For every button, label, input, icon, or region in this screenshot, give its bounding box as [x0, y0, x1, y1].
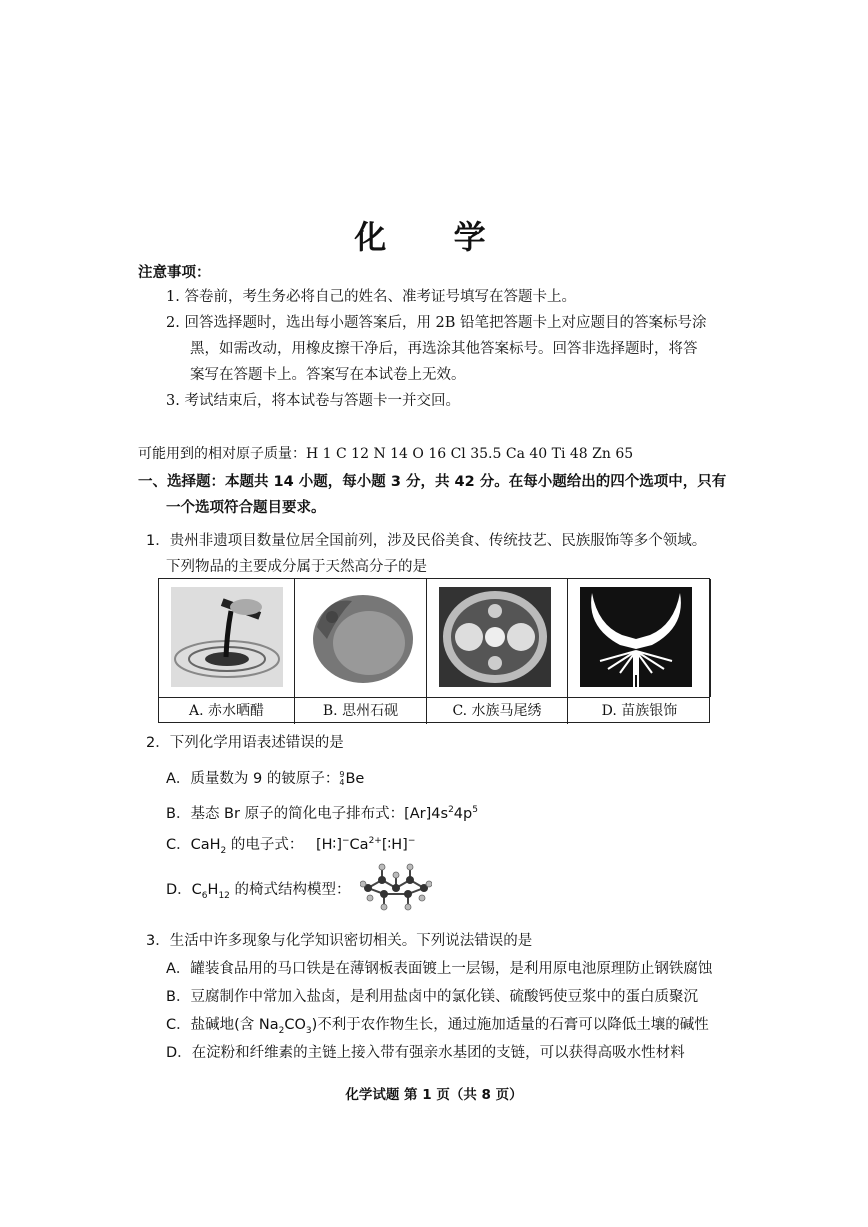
q2-d-rest: 的椅式结构模型：: [229, 882, 351, 898]
q3-option-c: [166, 1013, 709, 1036]
page-title: 化 学: [354, 218, 514, 256]
q2-option-d: [166, 878, 351, 901]
option-b-cell: [295, 579, 427, 697]
option-d-cell: [568, 579, 711, 697]
notice-item-2-cont: 黑，如需改动，用橡皮擦干净后，再选涂其他答案标号。回答非选择题时，将答: [190, 341, 698, 357]
atomic-number: 4: [339, 778, 345, 787]
q2-d-sub1: 6: [201, 890, 208, 901]
q3-c-sub1: 2: [278, 1025, 285, 1036]
embroidery-photo: [439, 587, 551, 687]
notice-item-2-cont2: 案写在答题卡上。答案写在本试卷上无效。: [190, 367, 466, 383]
q1-line2: 下列物品的主要成分属于天然高分子的是: [166, 559, 427, 575]
q2-stem: 2．下列化学用语表述错误的是: [146, 735, 344, 751]
charge-2plus: 2+: [368, 836, 382, 847]
notice-item-2: 2. 回答选择题时，选出每小题答案后，用 2B 铅笔把答题卡上对应题目的答案标号涂: [166, 315, 707, 331]
chair-conformation-model: [360, 862, 432, 912]
q2-option-a: [166, 767, 364, 788]
q3-option-b: B．豆腐制作中常加入盐卤，是利用盐卤中的氯化镁、硫酸钙使豆浆中的蛋白质聚沉: [166, 989, 698, 1005]
option-c-cell: [427, 579, 568, 697]
atomic-masses: 可能用到的相对原子质量：H 1 C 12 N 14 O 16 Cl 35.5 Ca 40 Ti 48 Zn 65: [138, 446, 634, 462]
q2-d-sub2: 12: [218, 890, 230, 901]
option-c-label: C. 水族马尾绣: [427, 698, 568, 724]
charge-minus-2: −: [407, 836, 416, 847]
q3-option-d: D．在淀粉和纤维素的主链上接入带有强亲水基团的支链，可以获得高吸水性材料: [166, 1045, 685, 1061]
q2-option-b: [166, 802, 478, 823]
q2-option-c: [166, 833, 415, 856]
option-b-label: B. 思州石砚: [295, 698, 427, 724]
page-footer: 化学试题 第 1 页（共 8 页）: [345, 1087, 523, 1103]
q2-c-sub: 2: [220, 845, 227, 856]
option-caption-row: [159, 697, 709, 724]
electron-formula-h1: [H∶]: [316, 837, 342, 853]
q3-c-pre: C．盐碱地(含 Na: [166, 1017, 279, 1033]
vinegar-photo: [171, 587, 283, 687]
q2-b-sup1: 2: [448, 805, 454, 816]
q2-b-mid: 4p: [453, 806, 473, 822]
q2-b-text: B．基态 Br 原子的简化电子排布式：[Ar]4s: [166, 806, 449, 822]
q2-c-text: C．CaH: [166, 837, 221, 853]
element-symbol: Be: [345, 771, 365, 787]
inkstone-photo: [307, 587, 419, 687]
q2-b-sup2: 5: [472, 805, 478, 816]
section1-line2: 一个选项符合题目要求。: [166, 500, 326, 516]
option-a-cell: [159, 579, 295, 697]
q2-a-text: A．质量数为 9 的铍原子：: [166, 771, 340, 787]
silver-ornament-photo: [580, 587, 692, 687]
nuclide-notation: [339, 771, 344, 787]
q3-c-sub2: 3: [305, 1025, 312, 1036]
section1-line1: 一、选择题：本题共 14 小题，每小题 3 分，共 42 分。在每小题给出的四个选项中，只有: [138, 474, 727, 490]
q3-option-a: A．罐装食品用的马口铁是在薄钢板表面镀上一层锡，是利用原电池原理防止钢铁腐蚀: [166, 961, 713, 977]
notice-heading: 注意事项：: [138, 265, 211, 281]
mass-number: 9: [339, 770, 345, 779]
q2-d-text: D．C: [166, 882, 202, 898]
option-d-label: D. 苗族银饰: [601, 703, 678, 719]
electron-formula-ca: Ca: [349, 837, 369, 853]
option-a-label: A. 赤水晒醋: [159, 698, 295, 724]
electron-formula-h2: [∶H]: [381, 837, 408, 853]
q1-image-table: [158, 578, 710, 723]
charge-minus-1: −: [342, 836, 350, 847]
q2-d-h: H: [207, 882, 219, 898]
q3-c-post: )不利于农作物生长，通过施加适量的石膏可以降低土壤的碱性: [311, 1017, 709, 1033]
notice-item-3: 3. 考试结束后，将本试卷与答题卡一并交回。: [166, 393, 460, 409]
q2-c-rest: 的电子式：: [226, 837, 304, 853]
q3-c-mid: CO: [284, 1017, 306, 1033]
q1-line1: 1．贵州非遗项目数量位居全国前列，涉及民俗美食、传统技艺、民族服饰等多个领域。: [146, 533, 707, 549]
q3-stem: 3．生活中许多现象与化学知识密切相关。下列说法错误的是: [146, 933, 533, 949]
notice-item-1: 1. 答卷前，考生务必将自己的姓名、准考证号填写在答题卡上。: [166, 289, 576, 305]
